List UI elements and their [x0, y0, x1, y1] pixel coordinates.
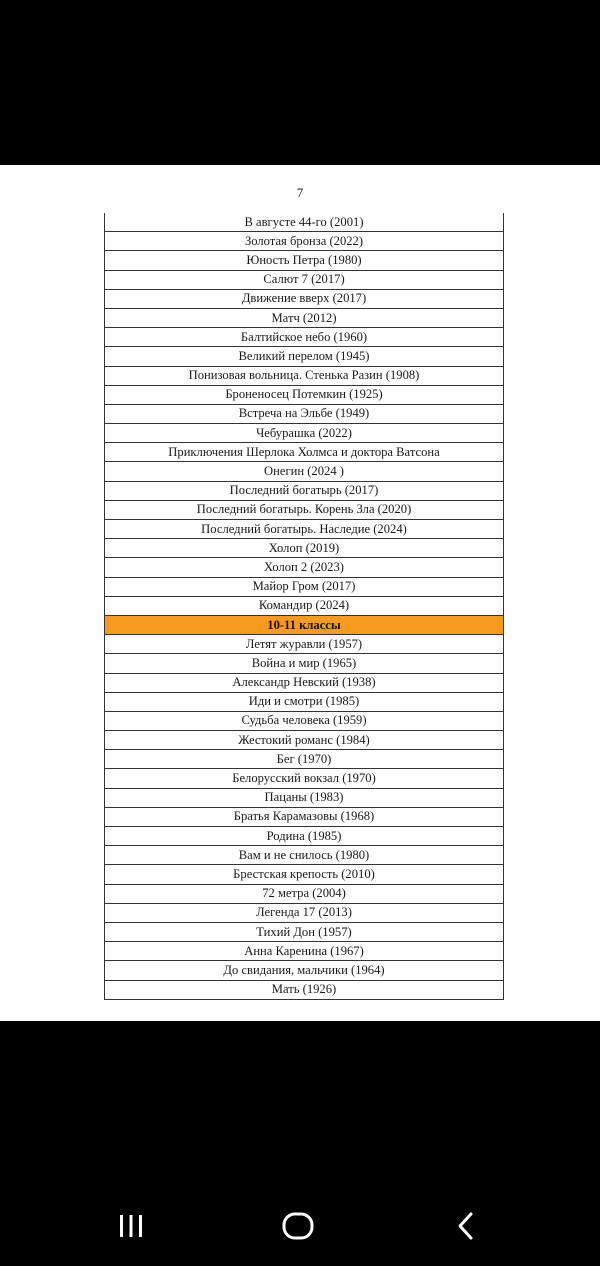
table-row	[105, 731, 504, 750]
table-row	[105, 596, 504, 615]
film-title-cell: Война и мир (1965)	[105, 654, 504, 673]
film-title-cell: Холоп 2 (2023)	[105, 558, 504, 577]
table-row	[105, 328, 504, 347]
film-title-cell: Майор Гром (2017)	[105, 577, 504, 596]
table-row	[105, 788, 504, 807]
film-title-cell: Командир (2024)	[105, 596, 504, 615]
table-row	[105, 424, 504, 443]
table-row	[105, 462, 504, 481]
film-list-table	[104, 213, 504, 1000]
film-title-cell: Мать (1926)	[105, 980, 504, 999]
film-title-cell: Последний богатырь. Корень Зла (2020)	[105, 500, 504, 519]
table-row	[105, 520, 504, 539]
film-title-cell: Матч (2012)	[105, 308, 504, 327]
recent-apps-icon	[116, 1213, 146, 1239]
table-row	[105, 366, 504, 385]
film-title-cell: Тихий Дон (1957)	[105, 922, 504, 941]
film-title-cell: Александр Невский (1938)	[105, 673, 504, 692]
film-title-cell: Чебурашка (2022)	[105, 424, 504, 443]
table-row	[105, 961, 504, 980]
film-title-cell: 72 метра (2004)	[105, 884, 504, 903]
film-title-cell: Жестокий романс (1984)	[105, 731, 504, 750]
film-title-cell: Вам и не снилось (1980)	[105, 846, 504, 865]
recent-apps-button[interactable]	[109, 1204, 153, 1248]
film-title-cell: Приключения Шерлока Холмса и доктора Ватсона	[105, 443, 504, 462]
table-row	[105, 980, 504, 999]
film-title-cell: Холоп (2019)	[105, 539, 504, 558]
table-row	[105, 865, 504, 884]
table-row	[105, 232, 504, 251]
film-title-cell: Анна Каренина (1967)	[105, 942, 504, 961]
film-title-cell: Последний богатырь. Наследие (2024)	[105, 520, 504, 539]
page-number: 7	[296, 185, 304, 200]
film-title-cell: Встреча на Эльбе (1949)	[105, 404, 504, 423]
film-title-cell: Юность Петра (1980)	[105, 251, 504, 270]
table-row	[105, 500, 504, 519]
film-title-cell: Родина (1985)	[105, 827, 504, 846]
table-row	[105, 443, 504, 462]
film-title-cell: Салют 7 (2017)	[105, 270, 504, 289]
table-row	[105, 385, 504, 404]
film-title-cell: До свидания, мальчики (1964)	[105, 961, 504, 980]
film-title-cell: Братья Карамазовы (1968)	[105, 807, 504, 826]
film-title-cell: Великий перелом (1945)	[105, 347, 504, 366]
table-row	[105, 404, 504, 423]
film-title-cell: Золотая бронза (2022)	[105, 232, 504, 251]
film-title-cell: Понизовая вольница. Стенька Разин (1908)	[105, 366, 504, 385]
table-row	[105, 635, 504, 654]
back-icon	[454, 1211, 478, 1241]
film-title-cell: Движение вверх (2017)	[105, 289, 504, 308]
table-row	[105, 884, 504, 903]
table-row	[105, 673, 504, 692]
table-row	[105, 558, 504, 577]
film-title-cell: Пацаны (1983)	[105, 788, 504, 807]
film-title-cell: Белорусский вокзал (1970)	[105, 769, 504, 788]
table-row	[105, 827, 504, 846]
table-row	[105, 846, 504, 865]
table-row	[105, 481, 504, 500]
home-icon	[281, 1211, 315, 1241]
table-row	[105, 539, 504, 558]
table-row	[105, 213, 504, 232]
film-title-cell: Брестская крепость (2010)	[105, 865, 504, 884]
table-row	[105, 654, 504, 673]
film-title-cell: Броненосец Потемкин (1925)	[105, 385, 504, 404]
table-row	[105, 903, 504, 922]
table-row	[105, 270, 504, 289]
back-button[interactable]	[444, 1204, 488, 1248]
home-button[interactable]	[276, 1204, 320, 1248]
table-row	[105, 807, 504, 826]
table-row	[105, 347, 504, 366]
film-title-cell: Последний богатырь (2017)	[105, 481, 504, 500]
film-title-cell: Балтийское небо (1960)	[105, 328, 504, 347]
table-row	[105, 922, 504, 941]
film-title-cell: Онегин (2024 )	[105, 462, 504, 481]
film-title-cell: Легенда 17 (2013)	[105, 903, 504, 922]
section-header-row	[105, 615, 504, 634]
table-row	[105, 769, 504, 788]
film-title-cell: Летят журавли (1957)	[105, 635, 504, 654]
table-row	[105, 577, 504, 596]
film-title-cell: Бег (1970)	[105, 750, 504, 769]
table-row	[105, 289, 504, 308]
table-row	[105, 711, 504, 730]
table-row	[105, 308, 504, 327]
film-title-cell: Иди и смотри (1985)	[105, 692, 504, 711]
table-row	[105, 692, 504, 711]
table-row	[105, 750, 504, 769]
table-row	[105, 942, 504, 961]
film-title-cell: В августе 44-го (2001)	[105, 213, 504, 232]
film-title-cell: Судьба человека (1959)	[105, 711, 504, 730]
section-header-cell: 10-11 классы	[105, 615, 504, 634]
table-row	[105, 251, 504, 270]
document-page	[0, 165, 600, 1021]
